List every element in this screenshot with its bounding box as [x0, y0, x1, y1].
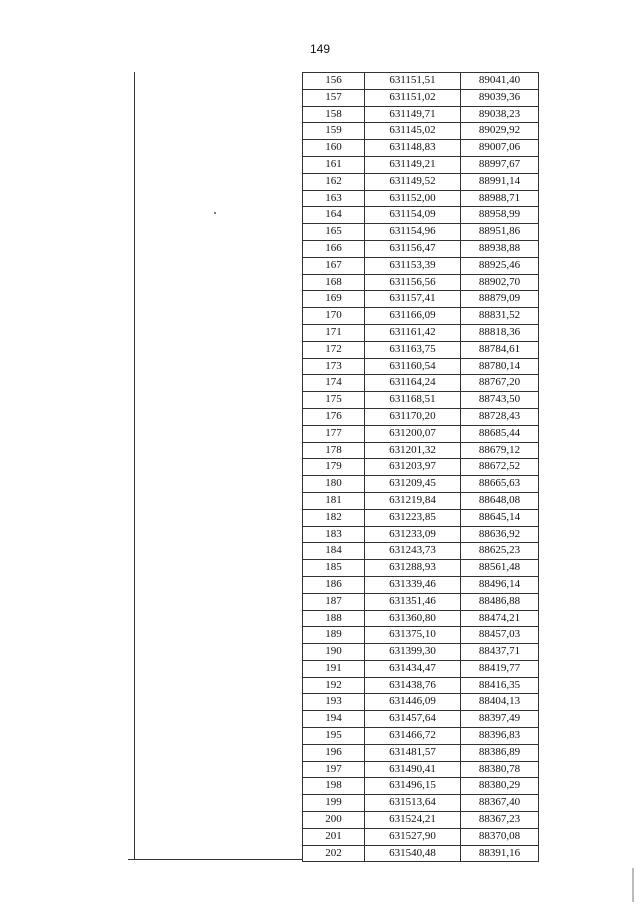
point-number-cell: 186 [303, 576, 365, 593]
table-row [303, 140, 539, 157]
point-number-cell: 181 [303, 492, 365, 509]
table-row [303, 526, 539, 543]
table-row [303, 408, 539, 425]
table-row [303, 677, 539, 694]
point-number-cell: 190 [303, 644, 365, 661]
table-row [303, 375, 539, 392]
point-number-cell: 197 [303, 761, 365, 778]
point-number-cell: 157 [303, 89, 365, 106]
x-coordinate-cell: 631288,93 [365, 560, 461, 577]
y-coordinate-cell: 88784,61 [461, 341, 539, 358]
x-coordinate-cell: 631201,32 [365, 442, 461, 459]
table-row [303, 492, 539, 509]
table-row [303, 845, 539, 862]
point-number-cell: 178 [303, 442, 365, 459]
y-coordinate-cell: 88636,92 [461, 526, 539, 543]
x-coordinate-cell: 631161,42 [365, 324, 461, 341]
y-coordinate-cell: 88396,83 [461, 728, 539, 745]
point-number-cell: 191 [303, 660, 365, 677]
y-coordinate-cell: 88457,03 [461, 627, 539, 644]
table-row [303, 173, 539, 190]
table-row [303, 207, 539, 224]
point-number-cell: 192 [303, 677, 365, 694]
table-row [303, 459, 539, 476]
y-coordinate-cell: 88679,12 [461, 442, 539, 459]
point-number-cell: 185 [303, 560, 365, 577]
x-coordinate-cell: 631203,97 [365, 459, 461, 476]
x-coordinate-cell: 631496,15 [365, 778, 461, 795]
table-row [303, 291, 539, 308]
x-coordinate-cell: 631200,07 [365, 425, 461, 442]
x-coordinate-cell: 631154,96 [365, 224, 461, 241]
point-number-cell: 184 [303, 543, 365, 560]
y-coordinate-cell: 88767,20 [461, 375, 539, 392]
page-number: 149 [309, 42, 331, 56]
table-row [303, 795, 539, 812]
table-row [303, 828, 539, 845]
point-number-cell: 201 [303, 828, 365, 845]
x-coordinate-cell: 631434,47 [365, 660, 461, 677]
y-coordinate-cell: 88370,08 [461, 828, 539, 845]
x-coordinate-cell: 631166,09 [365, 308, 461, 325]
table-row [303, 358, 539, 375]
y-coordinate-cell: 88818,36 [461, 324, 539, 341]
x-coordinate-cell: 631151,02 [365, 89, 461, 106]
point-number-cell: 182 [303, 509, 365, 526]
table-row [303, 761, 539, 778]
table-row [303, 425, 539, 442]
point-number-cell: 162 [303, 173, 365, 190]
point-number-cell: 199 [303, 795, 365, 812]
point-number-cell: 176 [303, 408, 365, 425]
left-frame-bottom-rule [128, 859, 136, 860]
y-coordinate-cell: 88391,16 [461, 845, 539, 862]
coordinates-table-body [303, 73, 539, 862]
table-row [303, 392, 539, 409]
y-coordinate-cell: 88988,71 [461, 190, 539, 207]
table-row [303, 274, 539, 291]
table-row [303, 442, 539, 459]
table-row [303, 324, 539, 341]
y-coordinate-cell: 88416,35 [461, 677, 539, 694]
y-coordinate-cell: 88685,44 [461, 425, 539, 442]
y-coordinate-cell: 88561,48 [461, 560, 539, 577]
point-number-cell: 172 [303, 341, 365, 358]
y-coordinate-cell: 88367,40 [461, 795, 539, 812]
y-coordinate-cell: 88780,14 [461, 358, 539, 375]
table-row [303, 694, 539, 711]
x-coordinate-cell: 631438,76 [365, 677, 461, 694]
table-row [303, 778, 539, 795]
y-coordinate-cell: 88672,52 [461, 459, 539, 476]
table-row [303, 106, 539, 123]
point-number-cell: 169 [303, 291, 365, 308]
table-row [303, 560, 539, 577]
y-coordinate-cell: 89029,92 [461, 123, 539, 140]
table-row [303, 476, 539, 493]
scan-edge-mark [632, 868, 634, 902]
x-coordinate-cell: 631339,46 [365, 576, 461, 593]
y-coordinate-cell: 88743,50 [461, 392, 539, 409]
table-row [303, 308, 539, 325]
x-coordinate-cell: 631513,64 [365, 795, 461, 812]
x-coordinate-cell: 631164,24 [365, 375, 461, 392]
y-coordinate-cell: 88419,77 [461, 660, 539, 677]
x-coordinate-cell: 631145,02 [365, 123, 461, 140]
x-coordinate-cell: 631490,41 [365, 761, 461, 778]
x-coordinate-cell: 631160,54 [365, 358, 461, 375]
x-coordinate-cell: 631446,09 [365, 694, 461, 711]
point-number-cell: 202 [303, 845, 365, 862]
scan-speck [214, 212, 216, 214]
point-number-cell: 163 [303, 190, 365, 207]
point-number-cell: 198 [303, 778, 365, 795]
x-coordinate-cell: 631243,73 [365, 543, 461, 560]
y-coordinate-cell: 88397,49 [461, 711, 539, 728]
point-number-cell: 183 [303, 526, 365, 543]
x-coordinate-cell: 631152,00 [365, 190, 461, 207]
x-coordinate-cell: 631524,21 [365, 812, 461, 829]
x-coordinate-cell: 631233,09 [365, 526, 461, 543]
point-number-cell: 195 [303, 728, 365, 745]
y-coordinate-cell: 89038,23 [461, 106, 539, 123]
table-row [303, 257, 539, 274]
x-coordinate-cell: 631209,45 [365, 476, 461, 493]
x-coordinate-cell: 631481,57 [365, 744, 461, 761]
table-row [303, 224, 539, 241]
point-number-cell: 179 [303, 459, 365, 476]
point-number-cell: 189 [303, 627, 365, 644]
x-coordinate-cell: 631399,30 [365, 644, 461, 661]
coordinates-table [302, 72, 539, 862]
point-number-cell: 166 [303, 240, 365, 257]
table-row [303, 627, 539, 644]
y-coordinate-cell: 88380,78 [461, 761, 539, 778]
x-coordinate-cell: 631156,56 [365, 274, 461, 291]
table-row [303, 509, 539, 526]
point-number-cell: 165 [303, 224, 365, 241]
y-coordinate-cell: 88938,88 [461, 240, 539, 257]
point-number-cell: 170 [303, 308, 365, 325]
point-number-cell: 200 [303, 812, 365, 829]
point-number-cell: 159 [303, 123, 365, 140]
point-number-cell: 175 [303, 392, 365, 409]
point-number-cell: 187 [303, 593, 365, 610]
x-coordinate-cell: 631223,85 [365, 509, 461, 526]
y-coordinate-cell: 88925,46 [461, 257, 539, 274]
point-number-cell: 161 [303, 156, 365, 173]
point-number-cell: 177 [303, 425, 365, 442]
table-row [303, 240, 539, 257]
y-coordinate-cell: 88991,14 [461, 173, 539, 190]
y-coordinate-cell: 88951,86 [461, 224, 539, 241]
point-number-cell: 193 [303, 694, 365, 711]
y-coordinate-cell: 88496,14 [461, 576, 539, 593]
point-number-cell: 167 [303, 257, 365, 274]
x-coordinate-cell: 631149,52 [365, 173, 461, 190]
x-coordinate-cell: 631148,83 [365, 140, 461, 157]
y-coordinate-cell: 88879,09 [461, 291, 539, 308]
point-number-cell: 196 [303, 744, 365, 761]
y-coordinate-cell: 88380,29 [461, 778, 539, 795]
table-row [303, 341, 539, 358]
y-coordinate-cell: 88831,52 [461, 308, 539, 325]
table-row [303, 190, 539, 207]
table-row [303, 576, 539, 593]
point-number-cell: 158 [303, 106, 365, 123]
table-row [303, 812, 539, 829]
table-row [303, 660, 539, 677]
left-column-frame [134, 72, 302, 860]
table-row [303, 728, 539, 745]
x-coordinate-cell: 631540,48 [365, 845, 461, 862]
y-coordinate-cell: 88437,71 [461, 644, 539, 661]
y-coordinate-cell: 88648,08 [461, 492, 539, 509]
point-number-cell: 156 [303, 73, 365, 90]
table-row [303, 123, 539, 140]
y-coordinate-cell: 88474,21 [461, 610, 539, 627]
x-coordinate-cell: 631153,39 [365, 257, 461, 274]
table-row [303, 711, 539, 728]
y-coordinate-cell: 88404,13 [461, 694, 539, 711]
x-coordinate-cell: 631149,71 [365, 106, 461, 123]
x-coordinate-cell: 631219,84 [365, 492, 461, 509]
y-coordinate-cell: 88645,14 [461, 509, 539, 526]
point-number-cell: 168 [303, 274, 365, 291]
y-coordinate-cell: 88386,89 [461, 744, 539, 761]
point-number-cell: 171 [303, 324, 365, 341]
point-number-cell: 194 [303, 711, 365, 728]
table-row [303, 593, 539, 610]
y-coordinate-cell: 88665,63 [461, 476, 539, 493]
x-coordinate-cell: 631157,41 [365, 291, 461, 308]
y-coordinate-cell: 88728,43 [461, 408, 539, 425]
table-row [303, 73, 539, 90]
y-coordinate-cell: 89007,06 [461, 140, 539, 157]
y-coordinate-cell: 88997,67 [461, 156, 539, 173]
x-coordinate-cell: 631154,09 [365, 207, 461, 224]
x-coordinate-cell: 631457,64 [365, 711, 461, 728]
x-coordinate-cell: 631466,72 [365, 728, 461, 745]
x-coordinate-cell: 631168,51 [365, 392, 461, 409]
table-row [303, 89, 539, 106]
y-coordinate-cell: 88486,88 [461, 593, 539, 610]
point-number-cell: 188 [303, 610, 365, 627]
table-row [303, 610, 539, 627]
point-number-cell: 174 [303, 375, 365, 392]
point-number-cell: 173 [303, 358, 365, 375]
x-coordinate-cell: 631375,10 [365, 627, 461, 644]
y-coordinate-cell: 89039,36 [461, 89, 539, 106]
point-number-cell: 160 [303, 140, 365, 157]
table-row [303, 644, 539, 661]
table-row [303, 543, 539, 560]
x-coordinate-cell: 631149,21 [365, 156, 461, 173]
y-coordinate-cell: 88958,99 [461, 207, 539, 224]
x-coordinate-cell: 631351,46 [365, 593, 461, 610]
x-coordinate-cell: 631170,20 [365, 408, 461, 425]
point-number-cell: 180 [303, 476, 365, 493]
y-coordinate-cell: 88367,23 [461, 812, 539, 829]
table-row [303, 156, 539, 173]
x-coordinate-cell: 631156,47 [365, 240, 461, 257]
x-coordinate-cell: 631360,80 [365, 610, 461, 627]
table-row [303, 744, 539, 761]
y-coordinate-cell: 88625,23 [461, 543, 539, 560]
x-coordinate-cell: 631527,90 [365, 828, 461, 845]
point-number-cell: 164 [303, 207, 365, 224]
y-coordinate-cell: 88902,70 [461, 274, 539, 291]
y-coordinate-cell: 89041,40 [461, 73, 539, 90]
x-coordinate-cell: 631151,51 [365, 73, 461, 90]
x-coordinate-cell: 631163,75 [365, 341, 461, 358]
